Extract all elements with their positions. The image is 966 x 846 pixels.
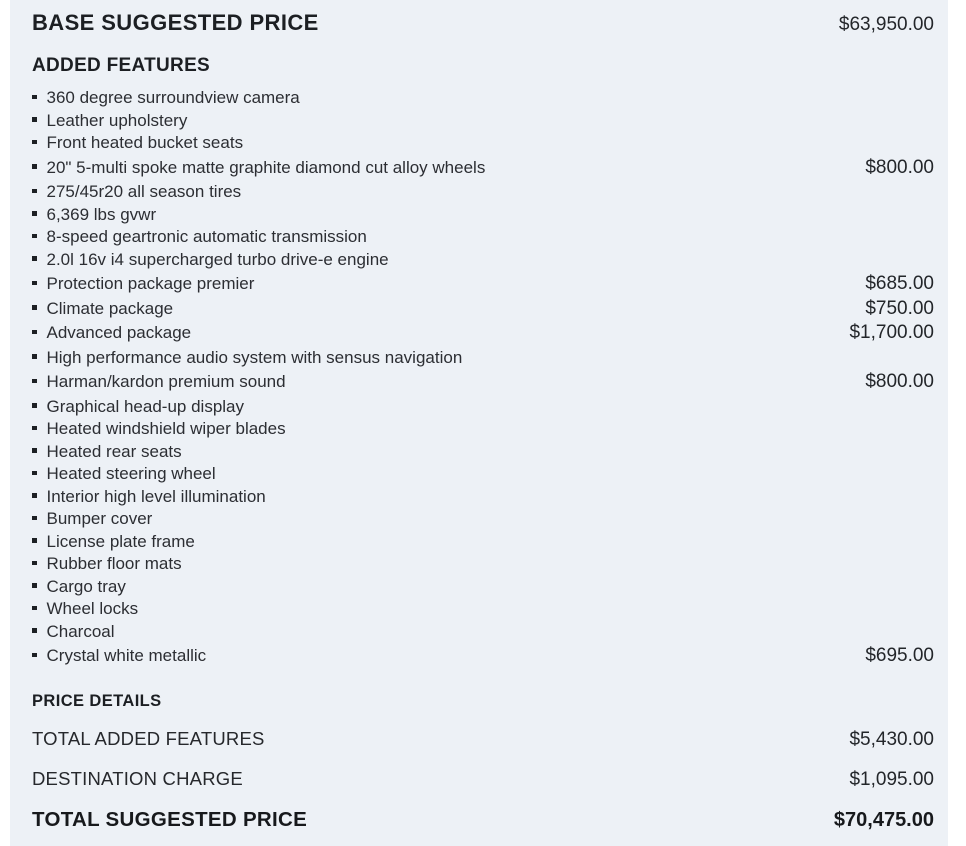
price-detail-label: DESTINATION CHARGE — [32, 767, 243, 789]
price-details-heading: PRICE DETAILS — [32, 691, 162, 710]
bullet-icon — [32, 403, 37, 408]
price-detail-row — [32, 728, 934, 751]
feature-name: Advanced package — [46, 323, 192, 342]
feature-name: Heated steering wheel — [46, 464, 216, 483]
feature-name: Graphical head-up display — [46, 396, 245, 416]
features-list — [32, 87, 934, 668]
feature-row — [32, 249, 934, 272]
feature-row — [32, 204, 934, 227]
feature-row — [32, 418, 934, 441]
bullet-icon — [32, 516, 37, 521]
bullet-icon — [32, 379, 37, 384]
bullet-icon — [32, 448, 37, 453]
bullet-icon — [32, 561, 37, 566]
feature-row — [32, 298, 934, 321]
feature-name: Protection package premier — [46, 274, 255, 293]
feature-name: 360 degree surroundview camera — [46, 88, 300, 107]
price-detail-value: $5,430.00 — [849, 728, 934, 750]
feature-row — [32, 157, 934, 180]
base-price-row — [32, 10, 934, 36]
feature-name: Wheel locks — [46, 599, 139, 618]
bullet-icon — [32, 140, 37, 145]
feature-name: Harman/kardon premium sound — [46, 372, 286, 391]
base-price-value: $63,950.00 — [838, 14, 934, 35]
added-features-heading: ADDED FEATURES — [32, 55, 211, 76]
feature-price: $685.00 — [865, 273, 934, 294]
feature-name: Charcoal — [46, 621, 115, 641]
price-detail-value: $1,095.00 — [849, 768, 934, 790]
feature-row — [32, 645, 934, 668]
feature-name: Crystal white metallic — [46, 646, 207, 665]
feature-row — [32, 553, 934, 576]
bullet-icon — [32, 164, 37, 169]
total-suggested-price-row — [32, 808, 934, 832]
feature-name: Heated windshield wiper blades — [46, 419, 286, 438]
price-sheet — [10, 0, 948, 846]
bullet-icon — [32, 189, 37, 194]
feature-name: 2.0l 16v i4 supercharged turbo drive-e engine — [46, 249, 389, 269]
price-details-rows — [32, 728, 934, 791]
feature-name: 6,369 lbs gvwr — [46, 204, 157, 224]
feature-name: Leather upholstery — [46, 110, 188, 130]
feature-row — [32, 347, 934, 370]
feature-row — [32, 508, 934, 531]
feature-name: 20" 5-multi spoke matte graphite diamond cut alloy wheels — [46, 157, 486, 177]
feature-price: $800.00 — [865, 156, 934, 178]
bullet-icon — [32, 117, 37, 122]
feature-name: License plate frame — [46, 531, 195, 551]
feature-row — [32, 598, 934, 621]
feature-name: Cargo tray — [46, 576, 126, 596]
feature-price: $1,700.00 — [849, 322, 934, 343]
price-detail-row — [32, 768, 934, 791]
price-detail-label: TOTAL ADDED FEATURES — [32, 727, 265, 749]
total-price-value: $70,475.00 — [833, 808, 934, 831]
feature-price: $750.00 — [865, 297, 934, 319]
bullet-icon — [32, 95, 37, 100]
bullet-icon — [32, 653, 37, 658]
feature-row — [32, 322, 934, 345]
feature-row — [32, 110, 934, 133]
feature-name: Front heated bucket seats — [46, 133, 244, 152]
feature-row — [32, 181, 934, 204]
bullet-icon — [32, 606, 37, 611]
bullet-icon — [32, 493, 37, 498]
feature-row — [32, 463, 934, 486]
bullet-icon — [32, 354, 37, 359]
feature-name: Rubber floor mats — [46, 554, 182, 573]
feature-row — [32, 226, 934, 249]
feature-row — [32, 371, 934, 394]
bullet-icon — [32, 628, 37, 633]
bullet-icon — [32, 426, 37, 431]
feature-row — [32, 486, 934, 509]
bullet-icon — [32, 471, 37, 476]
feature-name: Climate package — [46, 298, 174, 318]
feature-row — [32, 87, 934, 110]
bullet-icon — [32, 330, 37, 335]
feature-name: 275/45r20 all season tires — [46, 182, 242, 201]
feature-row — [32, 621, 934, 644]
feature-price: $695.00 — [865, 645, 934, 666]
feature-row — [32, 273, 934, 296]
feature-name: Interior high level illumination — [46, 486, 266, 506]
bullet-icon — [32, 256, 37, 261]
feature-row — [32, 396, 934, 419]
feature-name: Heated rear seats — [46, 441, 182, 461]
bullet-icon — [32, 538, 37, 543]
bullet-icon — [32, 583, 37, 588]
feature-name: High performance audio system with sensus navigation — [46, 347, 463, 367]
total-price-label: TOTAL SUGGESTED PRICE — [32, 807, 308, 831]
feature-row — [32, 441, 934, 464]
feature-row — [32, 576, 934, 599]
base-price-label: BASE SUGGESTED PRICE — [32, 10, 319, 35]
bullet-icon — [32, 281, 37, 286]
bullet-icon — [32, 211, 37, 216]
feature-price: $800.00 — [865, 371, 934, 392]
bullet-icon — [32, 234, 37, 239]
feature-row — [32, 531, 934, 554]
feature-name: Bumper cover — [46, 509, 153, 528]
feature-row — [32, 132, 934, 155]
feature-name: 8-speed geartronic automatic transmission — [46, 227, 367, 246]
bullet-icon — [32, 305, 37, 310]
